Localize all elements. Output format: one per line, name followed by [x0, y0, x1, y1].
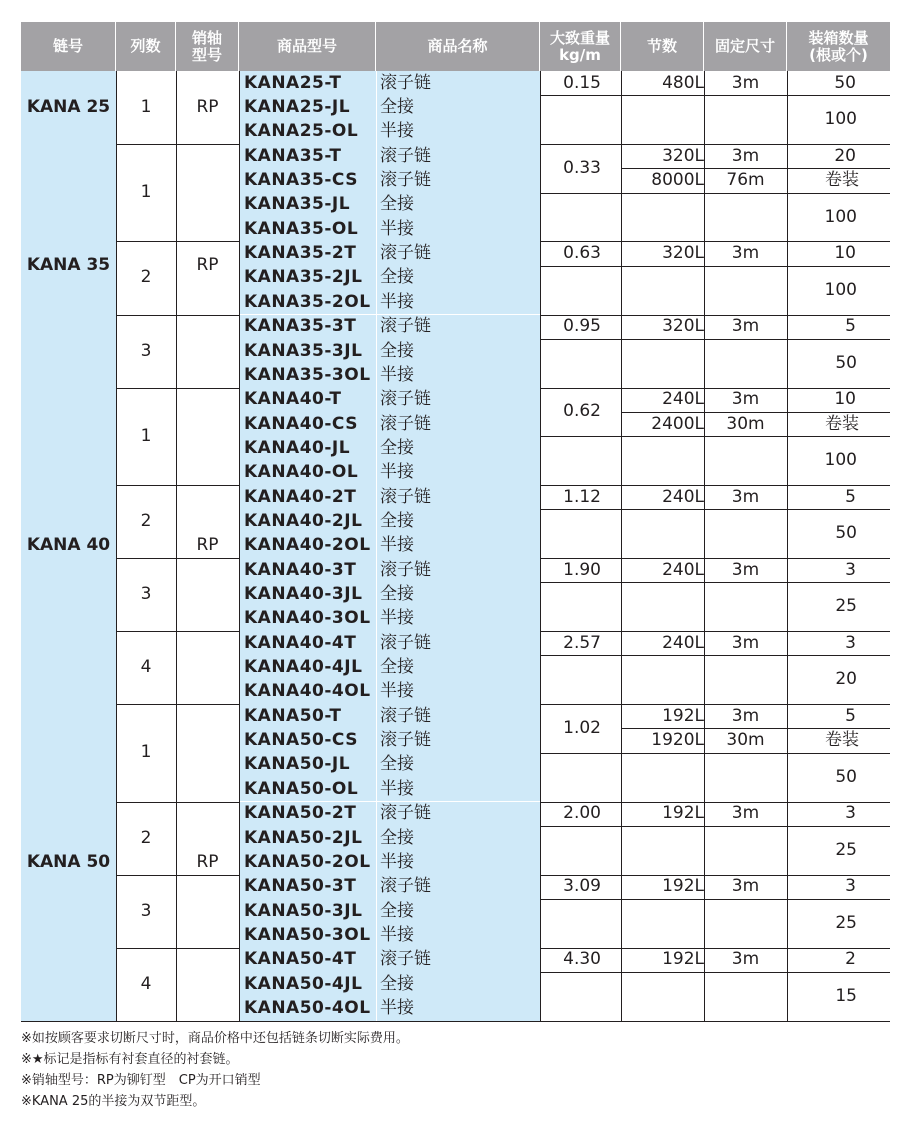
product-name: 半接 [376, 120, 540, 144]
header-length: 固定尺寸 [704, 22, 787, 71]
pack-quantity: 卷装 [825, 413, 859, 434]
row-divider [540, 899, 621, 900]
links-count: 192L [662, 705, 704, 726]
pack-quantity: 10 [834, 243, 856, 264]
product-model: KANA35-2JL [239, 266, 376, 290]
product-name: 滚子链 [376, 315, 540, 339]
product-name: 滚子链 [376, 558, 540, 582]
product-name: 滚子链 [376, 168, 540, 192]
links-count: 320L [662, 243, 704, 264]
col-divider [239, 71, 240, 1021]
links-count: 240L [662, 559, 704, 580]
product-model: KANA50-2JL [239, 826, 376, 850]
weight-kg-per-m: 0.63 [563, 243, 601, 264]
row-divider [540, 266, 621, 267]
fixed-length: 76m [726, 170, 765, 191]
links-count: 240L [662, 486, 704, 507]
pack-quantity: 3 [845, 803, 856, 824]
pack-quantity: 10 [834, 389, 856, 410]
row-divider [540, 753, 621, 754]
footnote: ※如按顾客要求切断尺寸时，商品价格中还包括链条切断实际费用。 [21, 1031, 409, 1046]
product-name: 全接 [376, 655, 540, 679]
product-name: 滚子链 [376, 875, 540, 899]
pack-quantity: 50 [834, 72, 856, 93]
product-model: KANA40-JL [239, 436, 376, 460]
product-name: 全接 [376, 339, 540, 363]
pack-quantity: 5 [845, 316, 856, 337]
product-model: KANA35-3JL [239, 339, 376, 363]
weight-kg-per-m: 0.15 [563, 72, 601, 93]
product-model: KANA50-4JL [239, 972, 376, 996]
weight-kg-per-m: 1.90 [563, 559, 601, 580]
fixed-length: 3m [731, 486, 760, 507]
pack-quantity: 卷装 [825, 730, 859, 751]
product-name: 半接 [376, 850, 540, 874]
links-count: 192L [662, 949, 704, 970]
fixed-length: 3m [731, 316, 760, 337]
footnote: ※★标记是指标有衬套直径的衬套链。 [21, 1052, 239, 1067]
row-count: 1 [140, 742, 152, 763]
links-count: 240L [662, 632, 704, 653]
product-model: KANA40-3JL [239, 582, 376, 606]
product-name: 滚子链 [376, 485, 540, 509]
row-count: 3 [140, 340, 152, 361]
product-model: KANA40-T [239, 388, 376, 412]
product-name: 全接 [376, 899, 540, 923]
links-count: 320L [662, 316, 704, 337]
row-divider [540, 655, 621, 656]
weight-kg-per-m: 2.00 [563, 803, 601, 824]
product-name: 半接 [376, 290, 540, 314]
chain-number: KANA 25 [21, 71, 116, 144]
product-model: KANA40-2OL [239, 534, 376, 558]
product-name: 滚子链 [376, 802, 540, 826]
pin-type: RP [196, 97, 219, 118]
fixed-length: 3m [731, 876, 760, 897]
header-rows: 列数 [116, 22, 176, 71]
product-model: KANA50-CS [239, 728, 376, 752]
product-name: 全接 [376, 95, 540, 119]
product-name: 滚子链 [376, 241, 540, 265]
links-count: 192L [662, 876, 704, 897]
weight-kg-per-m: 4.30 [563, 949, 601, 970]
pack-quantity: 100 [824, 206, 857, 227]
product-model: KANA40-3OL [239, 607, 376, 631]
product-model: KANA50-2OL [239, 850, 376, 874]
pin-type: RP [196, 255, 219, 276]
fixed-length: 30m [726, 413, 765, 434]
product-model: KANA35-OL [239, 217, 376, 241]
fixed-length: 3m [731, 949, 760, 970]
row-count: 1 [140, 425, 152, 446]
pack-quantity: 100 [824, 109, 857, 130]
weight-kg-per-m: 0.95 [563, 316, 601, 337]
product-name: 全接 [376, 193, 540, 217]
fixed-length: 3m [731, 145, 760, 166]
row-divider [540, 972, 621, 973]
pack-quantity: 50 [835, 352, 857, 373]
fixed-length: 3m [731, 559, 760, 580]
links-count: 2400L [651, 413, 704, 434]
col-divider [176, 71, 177, 1021]
pack-quantity: 50 [835, 766, 857, 787]
product-model: KANA40-CS [239, 412, 376, 436]
product-name: 全接 [376, 436, 540, 460]
row-divider [540, 826, 621, 827]
product-model: KANA35-T [239, 144, 376, 168]
row-count: 2 [140, 827, 152, 848]
chain-number: KANA 40 [21, 388, 116, 705]
product-name: 半接 [376, 607, 540, 631]
weight-kg-per-m: 3.09 [563, 876, 601, 897]
weight-kg-per-m: 1.02 [563, 717, 601, 738]
pack-quantity: 3 [845, 632, 856, 653]
product-name: 滚子链 [376, 412, 540, 436]
pack-quantity: 卷装 [825, 170, 859, 191]
product-model: KANA35-2T [239, 241, 376, 265]
product-model: KANA50-3OL [239, 923, 376, 947]
product-name: 半接 [376, 777, 540, 801]
product-model: KANA25-JL [239, 95, 376, 119]
product-name: 全接 [376, 266, 540, 290]
product-name: 半接 [376, 996, 540, 1020]
product-name: 全接 [376, 826, 540, 850]
product-name: 半接 [376, 534, 540, 558]
product-model: KANA35-3OL [239, 363, 376, 387]
links-count: 480L [662, 72, 704, 93]
product-model: KANA25-T [239, 71, 376, 95]
product-model: KANA40-4JL [239, 655, 376, 679]
col-divider [116, 71, 117, 1021]
pack-quantity: 50 [835, 523, 857, 544]
product-name: 滚子链 [376, 704, 540, 728]
footnote: ※KANA 25的半接为双节距型。 [21, 1094, 206, 1109]
row-count: 4 [140, 973, 152, 994]
row-count: 3 [140, 584, 152, 605]
product-name: 半接 [376, 680, 540, 704]
header-pack-qty: 装箱数量 (根或个) [787, 22, 890, 71]
row-divider [540, 582, 621, 583]
row-count: 3 [140, 900, 152, 921]
row-divider [540, 339, 621, 340]
links-count: 240L [662, 389, 704, 410]
product-name: 全接 [376, 582, 540, 606]
pack-quantity: 20 [834, 145, 856, 166]
product-model: KANA40-4T [239, 631, 376, 655]
header-pin-type: 销轴 型号 [176, 22, 239, 71]
footnotes [21, 1028, 409, 1112]
row-divider [540, 193, 621, 194]
pack-quantity: 15 [835, 985, 857, 1006]
col-divider [787, 71, 788, 1021]
row-divider [540, 509, 621, 510]
product-model: KANA50-3JL [239, 899, 376, 923]
fixed-length: 3m [731, 803, 760, 824]
product-model: KANA35-JL [239, 193, 376, 217]
product-model: KANA50-JL [239, 753, 376, 777]
product-model: KANA35-CS [239, 168, 376, 192]
col-divider [376, 71, 377, 1021]
row-count: 2 [140, 267, 152, 288]
product-name: 全接 [376, 509, 540, 533]
product-name: 滚子链 [376, 144, 540, 168]
pack-quantity: 100 [824, 450, 857, 471]
product-model: KANA50-4OL [239, 996, 376, 1020]
weight-kg-per-m: 1.12 [563, 486, 601, 507]
header-weight: 大致重量 kg/m [540, 22, 621, 71]
row-count: 1 [140, 97, 152, 118]
chain-number: KANA 35 [21, 144, 116, 388]
product-model: KANA40-3T [239, 558, 376, 582]
header-model: 商品型号 [239, 22, 376, 71]
header-chain-no: 链号 [21, 22, 116, 71]
row-count: 2 [140, 510, 152, 531]
fixed-length: 3m [731, 705, 760, 726]
header-name: 商品名称 [376, 22, 540, 71]
pack-quantity: 5 [845, 486, 856, 507]
pack-quantity: 5 [845, 705, 856, 726]
product-model: KANA40-OL [239, 461, 376, 485]
header-links: 节数 [621, 22, 704, 71]
row-count: 4 [140, 657, 152, 678]
chain-number: KANA 50 [21, 704, 116, 1021]
pack-quantity: 25 [835, 912, 857, 933]
product-model: KANA40-2T [239, 485, 376, 509]
product-name: 滚子链 [376, 631, 540, 655]
product-name: 半接 [376, 363, 540, 387]
product-name: 滚子链 [376, 71, 540, 95]
product-name: 全接 [376, 972, 540, 996]
pack-quantity: 3 [845, 559, 856, 580]
product-name: 滚子链 [376, 388, 540, 412]
product-model: KANA40-2JL [239, 509, 376, 533]
product-name: 半接 [376, 461, 540, 485]
chain-spec-table [21, 22, 890, 1024]
fixed-length: 3m [731, 243, 760, 264]
product-model: KANA25-OL [239, 120, 376, 144]
weight-kg-per-m: 2.57 [563, 632, 601, 653]
links-count: 8000L [651, 170, 704, 191]
links-count: 192L [662, 803, 704, 824]
col-divider [540, 71, 541, 1021]
pack-quantity: 100 [824, 279, 857, 300]
pin-type: RP [196, 851, 219, 872]
row-divider [540, 436, 621, 437]
product-model: KANA35-3T [239, 315, 376, 339]
product-model: KANA50-2T [239, 802, 376, 826]
row-divider [540, 95, 621, 96]
product-model: KANA50-OL [239, 777, 376, 801]
product-model: KANA50-T [239, 704, 376, 728]
fixed-length: 3m [731, 389, 760, 410]
product-model: KANA50-3T [239, 875, 376, 899]
col-divider [621, 71, 622, 1021]
pack-quantity: 25 [835, 839, 857, 860]
pack-quantity: 2 [845, 949, 856, 970]
row-count: 1 [140, 182, 152, 203]
pin-type: RP [196, 535, 219, 556]
product-name: 半接 [376, 923, 540, 947]
product-name: 全接 [376, 753, 540, 777]
pack-quantity: 3 [845, 876, 856, 897]
fixed-length: 3m [731, 632, 760, 653]
fixed-length: 30m [726, 730, 765, 751]
product-name: 滚子链 [376, 948, 540, 972]
pack-quantity: 25 [835, 596, 857, 617]
product-model: KANA40-4OL [239, 680, 376, 704]
links-count: 1920L [651, 730, 704, 751]
product-name: 滚子链 [376, 728, 540, 752]
group-divider [21, 1021, 890, 1022]
product-model: KANA35-2OL [239, 290, 376, 314]
fixed-length: 3m [731, 72, 760, 93]
col-divider [704, 71, 705, 1021]
footnote: ※销轴型号：RP为铆钉型 CP为开口销型 [21, 1073, 261, 1088]
links-count: 320L [662, 145, 704, 166]
product-model: KANA50-4T [239, 948, 376, 972]
product-name: 半接 [376, 217, 540, 241]
pack-quantity: 20 [835, 669, 857, 690]
weight-kg-per-m: 0.33 [563, 157, 601, 178]
weight-kg-per-m: 0.62 [563, 401, 601, 422]
